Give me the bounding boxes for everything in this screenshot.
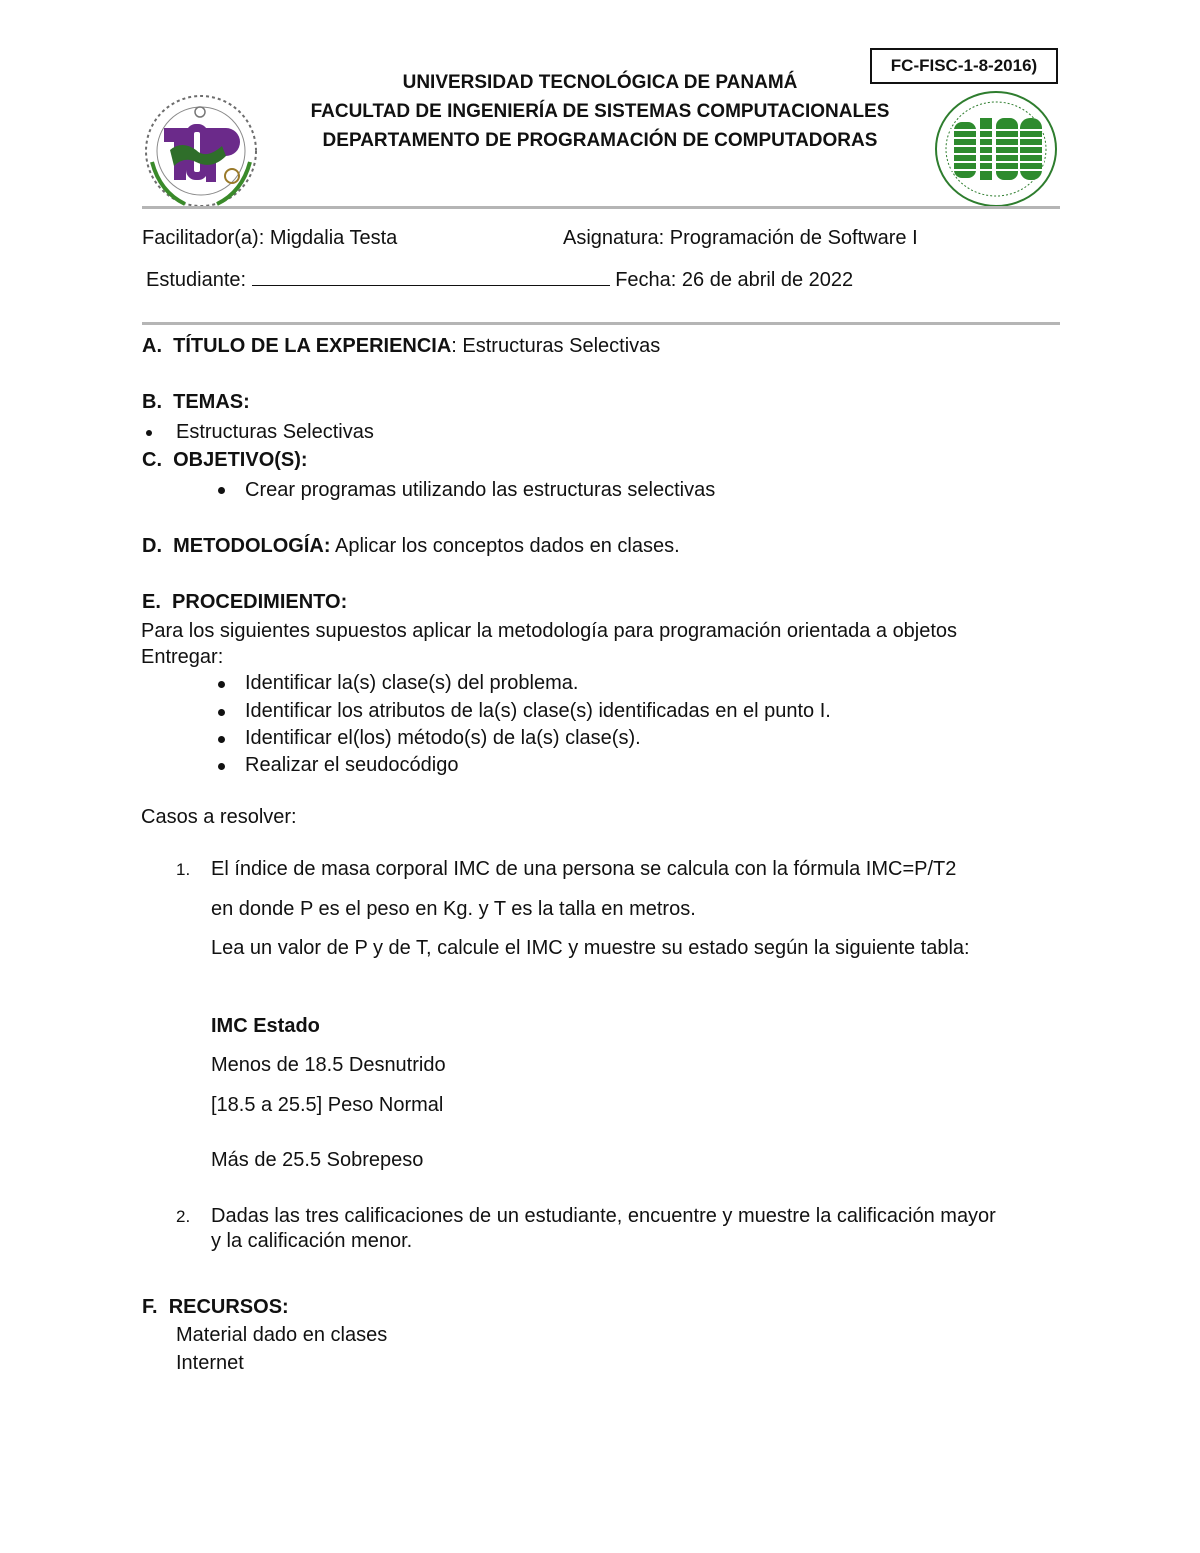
section-d-letter: D. xyxy=(142,535,162,557)
imc-table-row: [18.5 a 25.5] Peso Normal xyxy=(211,1094,444,1116)
section-d-text: Aplicar los conceptos dados en clases. xyxy=(330,535,680,557)
bullet-icon xyxy=(218,709,225,716)
faculty-title: FACULTAD DE INGENIERÍA DE SISTEMAS COMPUTACIONALES xyxy=(310,101,890,122)
fisc-logo xyxy=(932,88,1062,210)
section-f-title: RECURSOS: xyxy=(168,1296,289,1318)
case-1-line2: en donde P es el peso en Kg. y T es la talla en metros. xyxy=(211,898,696,920)
section-c-letter: C. xyxy=(142,449,162,471)
subject-text: Asignatura: Programación de Software I xyxy=(563,227,918,249)
section-b-title: TEMAS: xyxy=(173,391,250,413)
date-text: Fecha: 26 de abril de 2022 xyxy=(615,269,854,291)
info-divider xyxy=(142,322,1060,325)
deliverable-item: Identificar la(s) clase(s) del problema. xyxy=(245,672,579,694)
section-e-letter: E. xyxy=(142,591,161,613)
section-b xyxy=(142,391,250,414)
department-title: DEPARTAMENTO DE PROGRAMACIÓN DE COMPUTADORAS xyxy=(322,130,878,151)
student-line xyxy=(146,267,853,292)
resource-item: Internet xyxy=(176,1352,244,1374)
case-1-line3: Lea un valor de P y de T, calcule el IMC y muestre su estado según la siguiente tabla: xyxy=(211,937,970,959)
deliverable-item: Identificar el(los) método(s) de la(s) clase(s). xyxy=(245,727,641,749)
case-2-line1: Dadas las tres calificaciones de un estudiante, encuentre y muestre la calificación mayor xyxy=(211,1205,996,1227)
topic-item: Estructuras Selectivas xyxy=(176,421,374,443)
student-label: Estudiante: xyxy=(146,269,247,291)
bullet-icon xyxy=(218,681,225,688)
section-c-title: OBJETIVO(S): xyxy=(173,449,308,471)
section-e xyxy=(142,591,347,614)
bullet-icon xyxy=(146,430,152,436)
deliverable-item: Realizar el seudocódigo xyxy=(245,754,459,776)
case-2-number: 2. xyxy=(176,1207,191,1226)
section-d-title: METODOLOGÍA: xyxy=(173,535,331,557)
case-1-line1: El índice de masa corporal IMC de una persona se calcula con la fórmula IMC=P/T2 xyxy=(211,858,957,880)
objective-item: Crear programas utilizando las estructuras selectivas xyxy=(245,479,716,501)
section-f xyxy=(142,1296,289,1319)
deliverable-item: Identificar los atributos de la(s) clase(s) identificadas en el punto I. xyxy=(245,700,831,722)
section-a xyxy=(142,335,660,358)
header-divider xyxy=(142,206,1060,209)
form-code: FC-FISC-1-8-2016) xyxy=(890,56,1038,75)
student-name-blank xyxy=(252,267,610,286)
section-d xyxy=(142,535,680,558)
section-f-letter: F. xyxy=(142,1296,158,1318)
case-1-number: 1. xyxy=(176,860,191,879)
deliver-label: Entregar: xyxy=(141,646,224,668)
university-seal-logo xyxy=(140,92,262,210)
facilitator-text: Facilitador(a): Migdalia Testa xyxy=(142,227,398,249)
section-a-title: TÍTULO DE LA EXPERIENCIA xyxy=(173,335,452,357)
section-c xyxy=(142,449,308,472)
section-e-title: PROCEDIMIENTO: xyxy=(172,591,348,613)
bullet-icon xyxy=(218,487,225,494)
bullet-icon xyxy=(218,763,225,770)
section-a-letter: A. xyxy=(142,335,162,357)
procedure-intro: Para los siguientes supuestos aplicar la metodología para programación orientada a objetos xyxy=(141,620,958,642)
bullet-icon xyxy=(218,736,225,743)
resource-item: Material dado en clases xyxy=(176,1324,388,1346)
imc-table-header: IMC Estado xyxy=(211,1015,320,1037)
section-a-text: : Estructuras Selectivas xyxy=(451,335,661,357)
section-b-letter: B. xyxy=(142,391,162,413)
university-title: UNIVERSIDAD TECNOLÓGICA DE PANAMÁ xyxy=(402,72,798,93)
imc-table-row: Más de 25.5 Sobrepeso xyxy=(211,1149,424,1171)
imc-table-row: Menos de 18.5 Desnutrido xyxy=(211,1054,446,1076)
cases-label: Casos a resolver: xyxy=(141,806,297,828)
case-2-line2: y la calificación menor. xyxy=(211,1230,413,1252)
